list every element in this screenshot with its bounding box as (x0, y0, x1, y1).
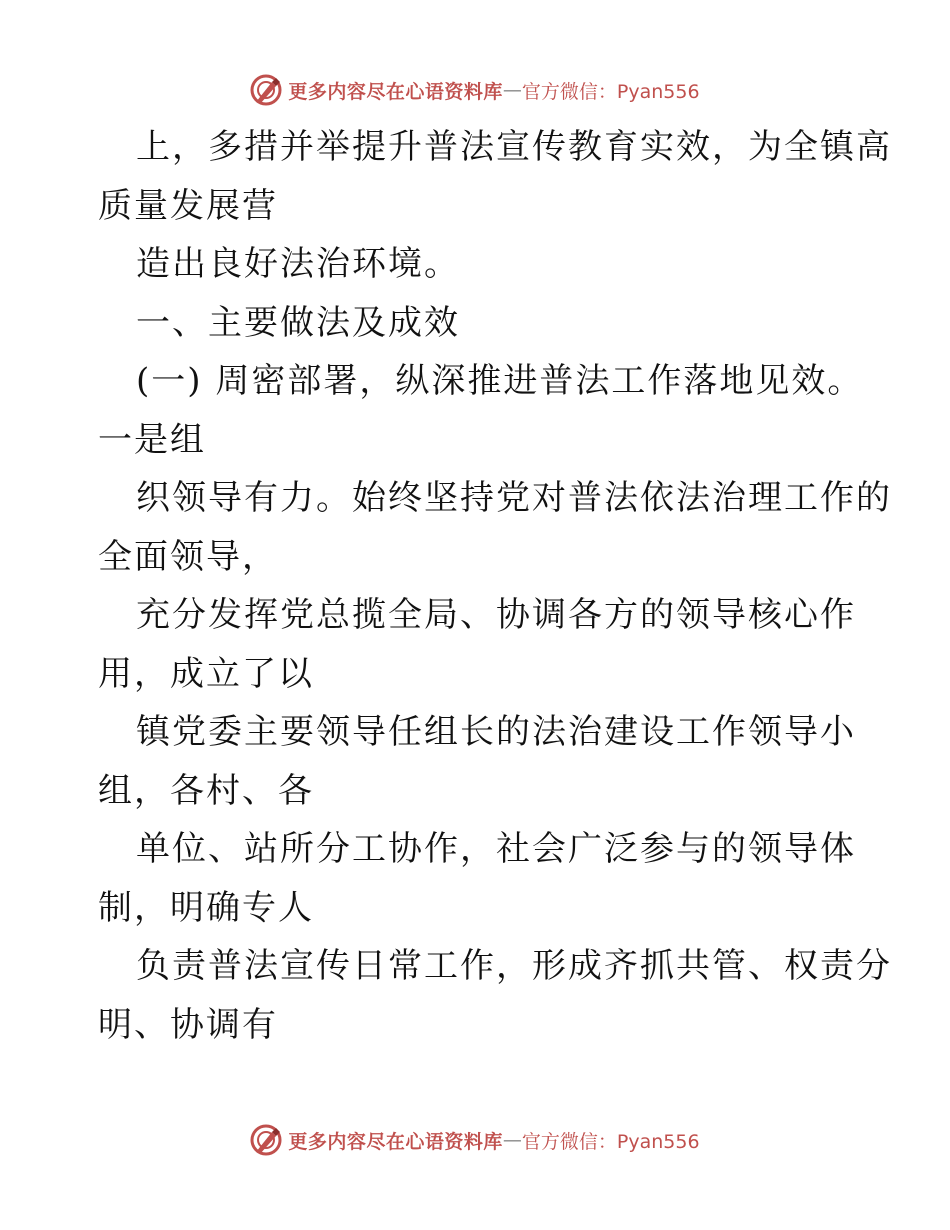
watermark-site-text: 更多内容尽在心语资料库 (288, 80, 503, 103)
watermark-contact-text: 官方微信：Pyan556 (521, 80, 700, 103)
text-line: 单位、站所分工协作，社会广泛参与的领导体 (136, 829, 856, 869)
watermark-contact-text: 官方微信：Pyan556 (521, 1130, 700, 1153)
subsection-heading: (一) 周密部署，纵深推进普法工作落地见效。 (136, 361, 864, 401)
section-heading: 一、主要做法及成效 (136, 302, 460, 343)
document-body (98, 118, 892, 1054)
text-line: 充分发挥党总揽全局、协调各方的领导核心作 (136, 595, 856, 635)
text-line: 全面领导， (98, 536, 278, 577)
watermark-separator: — (502, 1129, 522, 1151)
text-line: 上，多措并举提升普法宣传教育实效，为全镇高 (136, 127, 892, 167)
text-line: 镇党委主要领导任组长的法治建设工作领导小 (136, 712, 856, 752)
text-line: 质量发展营 (98, 185, 278, 226)
text-line: 明、协调有 (98, 1004, 278, 1045)
text-line: 一是组 (98, 419, 206, 460)
text-line: 用，成立了以 (98, 653, 314, 694)
text-line: 制，明确专人 (98, 887, 314, 928)
watermark-separator: — (502, 79, 522, 101)
text-line: 造出良好法治环境。 (136, 244, 460, 284)
text-line: 组，各村、各 (98, 770, 314, 811)
header-watermark (0, 70, 950, 110)
watermark-site-text: 更多内容尽在心语资料库 (288, 1130, 503, 1153)
text-line: 负责普法宣传日常工作，形成齐抓共管、权责分 (136, 946, 892, 986)
text-line: 织领导有力。始终坚持党对普法依法治理工作的 (136, 478, 892, 518)
footer-watermark (0, 1120, 950, 1160)
pen-logo-icon (250, 74, 282, 106)
pen-logo-icon (250, 1124, 282, 1156)
